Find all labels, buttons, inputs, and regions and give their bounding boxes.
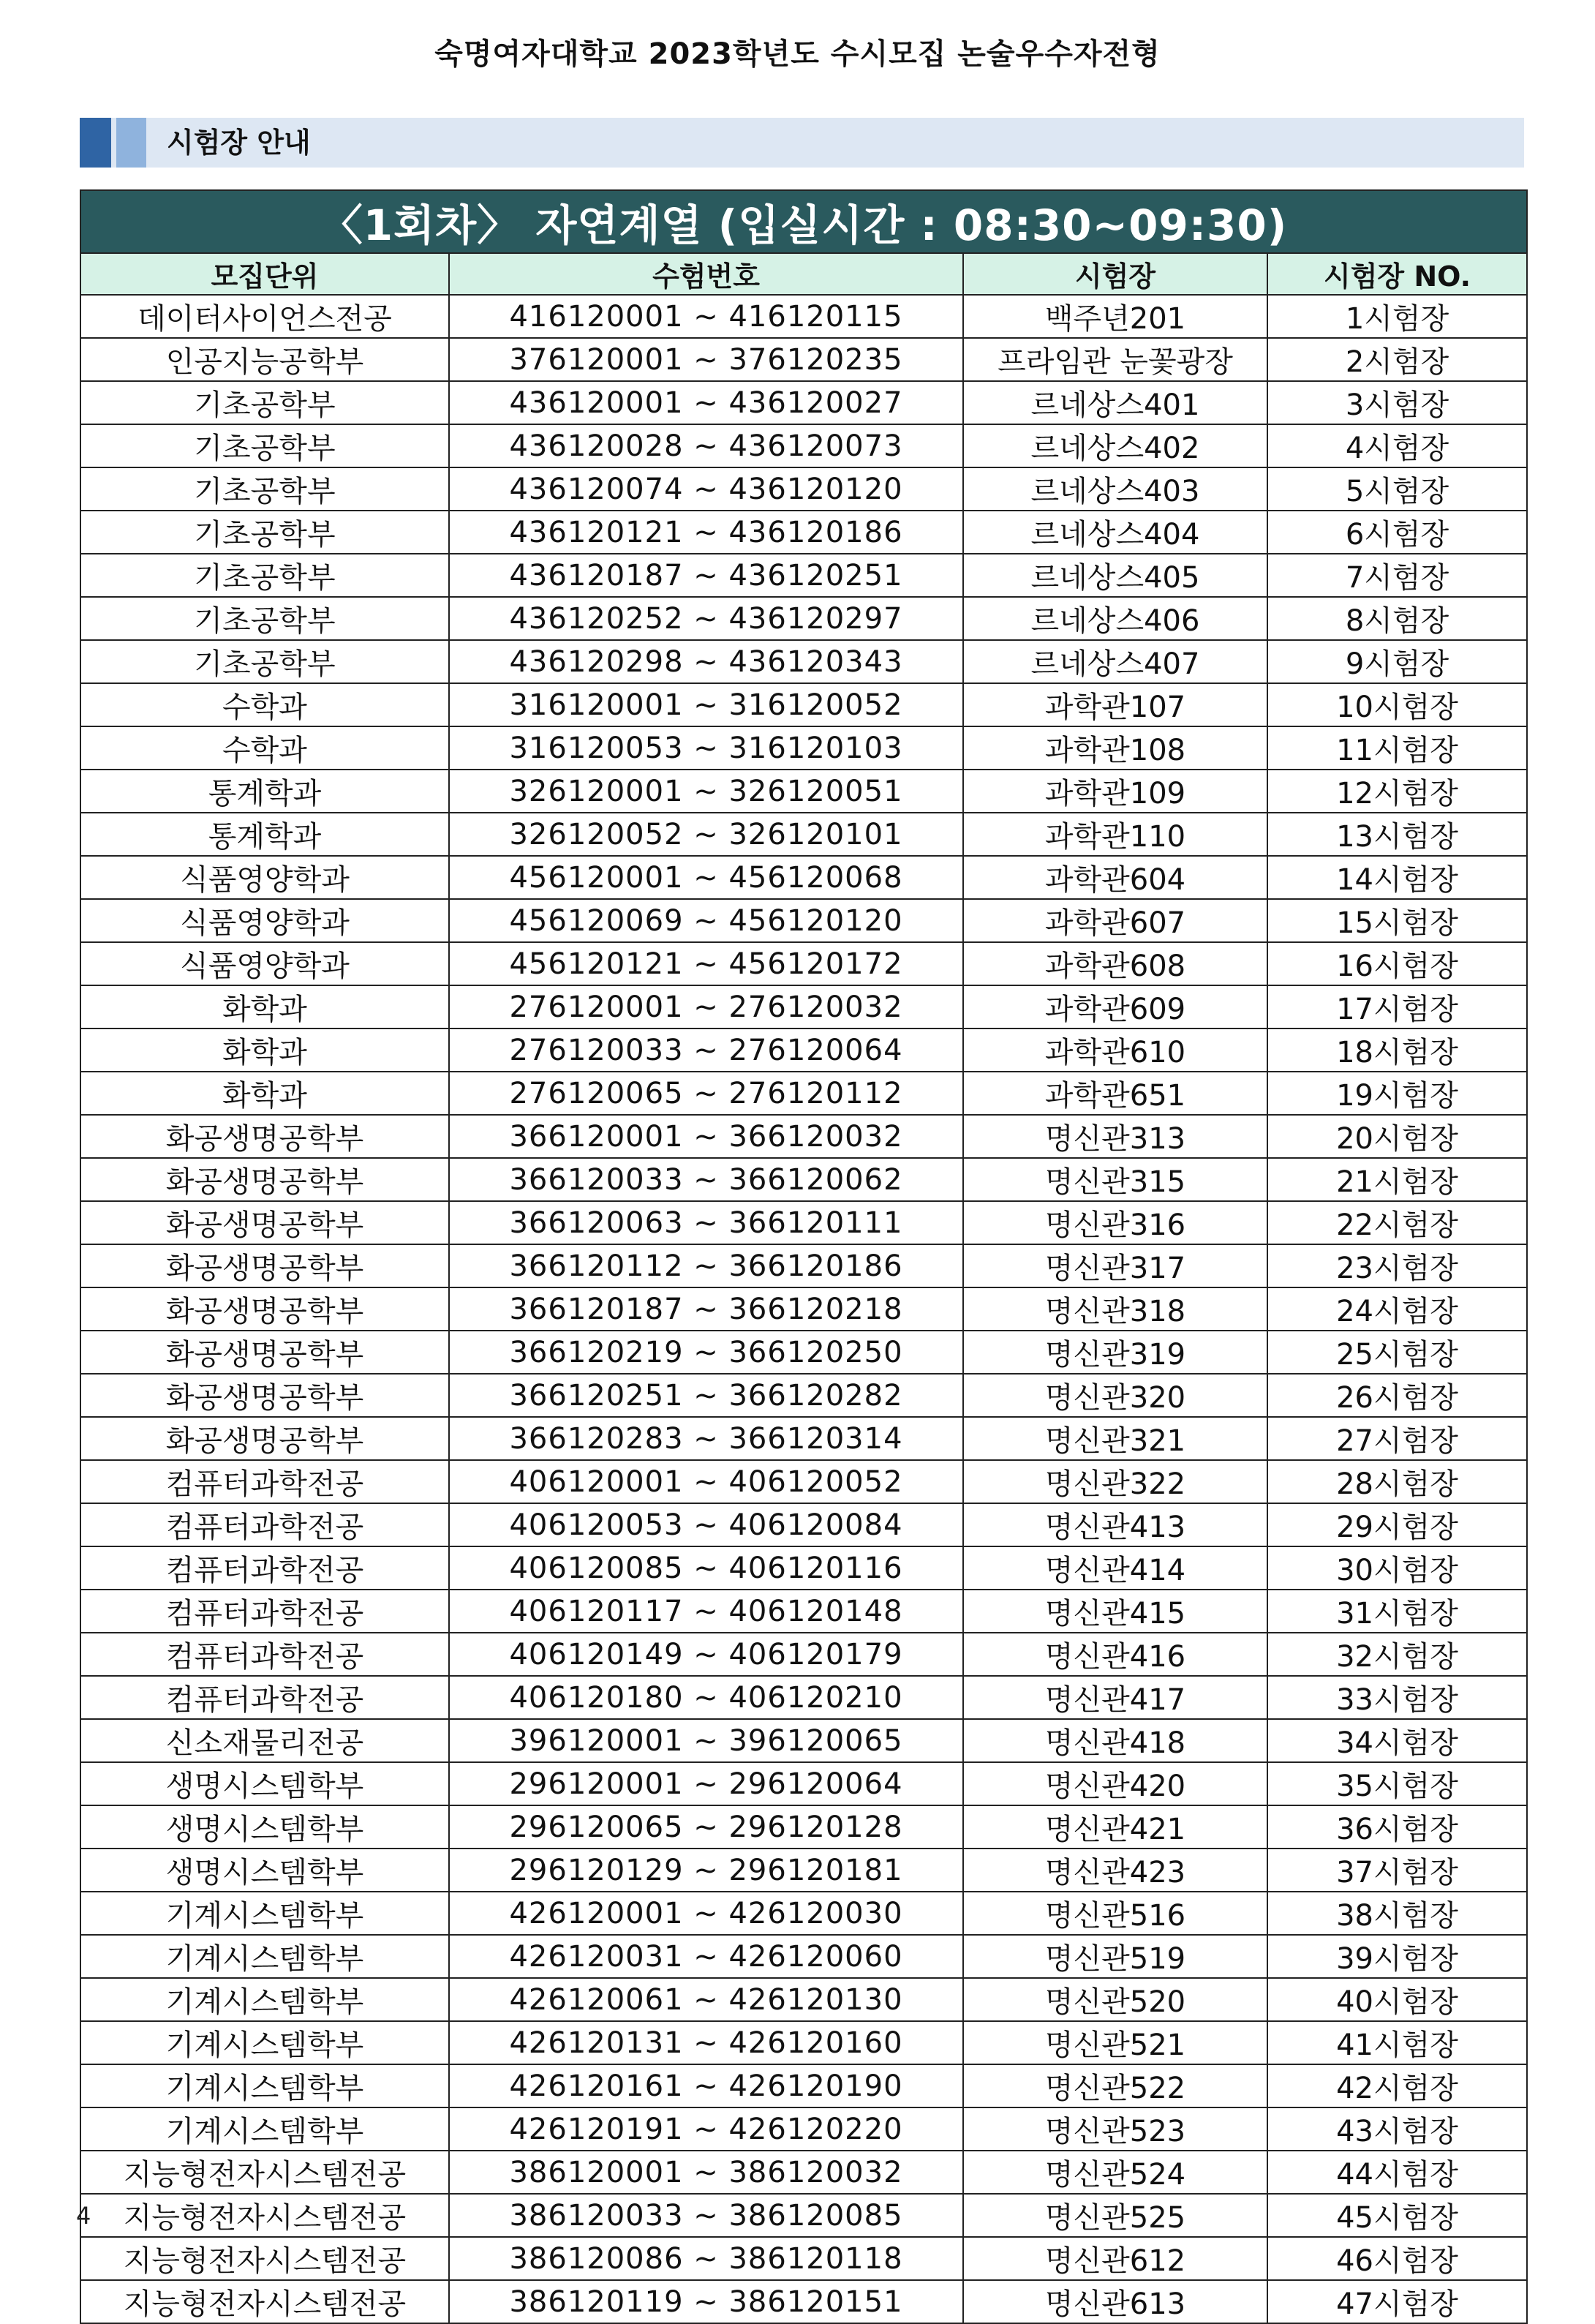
cell-room-number: 23시험장 <box>1267 1244 1527 1287</box>
table-row <box>80 813 1527 856</box>
cell-recruitment-unit: 수학과 <box>80 683 449 726</box>
cell-exam-number-range: 436120028 ~ 436120073 <box>449 424 963 467</box>
cell-room-number: 5시험장 <box>1267 467 1527 511</box>
cell-room-number: 15시험장 <box>1267 899 1527 942</box>
section-marker-light <box>116 118 146 168</box>
cell-exam-room: 르네상스402 <box>963 424 1267 467</box>
cell-exam-room: 르네상스401 <box>963 381 1267 424</box>
table-row <box>80 2194 1527 2237</box>
cell-recruitment-unit: 기초공학부 <box>80 381 449 424</box>
cell-room-number: 22시험장 <box>1267 1201 1527 1244</box>
cell-exam-room: 명신관522 <box>963 2064 1267 2107</box>
column-header-exam-room: 시험장 <box>963 253 1267 295</box>
cell-recruitment-unit: 기계시스템학부 <box>80 2064 449 2107</box>
cell-room-number: 30시험장 <box>1267 1546 1527 1590</box>
table-row <box>80 1460 1527 1503</box>
cell-exam-room: 과학관110 <box>963 813 1267 856</box>
table-row <box>80 2237 1527 2280</box>
table-row <box>80 295 1527 338</box>
cell-recruitment-unit: 지능형전자시스템전공 <box>80 2194 449 2237</box>
cell-exam-room: 명신관613 <box>963 2280 1267 2323</box>
cell-room-number: 25시험장 <box>1267 1331 1527 1374</box>
cell-exam-room: 르네상스407 <box>963 640 1267 683</box>
cell-exam-number-range: 436120074 ~ 436120120 <box>449 467 963 511</box>
cell-exam-room: 명신관317 <box>963 1244 1267 1287</box>
cell-recruitment-unit: 식품영양학과 <box>80 856 449 899</box>
section-marker-dark <box>80 118 111 168</box>
cell-exam-number-range: 406120149 ~ 406120179 <box>449 1633 963 1676</box>
cell-recruitment-unit: 기계시스템학부 <box>80 1978 449 2021</box>
cell-exam-number-range: 366120219 ~ 366120250 <box>449 1331 963 1374</box>
cell-recruitment-unit: 통계학과 <box>80 770 449 813</box>
cell-room-number: 28시험장 <box>1267 1460 1527 1503</box>
table-banner: 〈1회차〉 자연계열 (입실시간 : 08:30~09:30) <box>80 190 1527 253</box>
table-row <box>80 1546 1527 1590</box>
cell-recruitment-unit: 식품영양학과 <box>80 942 449 985</box>
cell-recruitment-unit: 화공생명공학부 <box>80 1244 449 1287</box>
cell-exam-room: 과학관607 <box>963 899 1267 942</box>
cell-exam-number-range: 276120001 ~ 276120032 <box>449 985 963 1028</box>
cell-exam-number-range: 296120065 ~ 296120128 <box>449 1805 963 1849</box>
cell-exam-number-range: 366120283 ~ 366120314 <box>449 1417 963 1460</box>
cell-room-number: 42시험장 <box>1267 2064 1527 2107</box>
cell-room-number: 21시험장 <box>1267 1158 1527 1201</box>
column-header-unit: 모집단위 <box>80 253 449 295</box>
cell-exam-room: 백주년201 <box>963 295 1267 338</box>
cell-room-number: 40시험장 <box>1267 1978 1527 2021</box>
cell-exam-number-range: 316120001 ~ 316120052 <box>449 683 963 726</box>
cell-exam-room: 명신관420 <box>963 1762 1267 1805</box>
cell-recruitment-unit: 컴퓨터과학전공 <box>80 1546 449 1590</box>
cell-exam-number-range: 276120033 ~ 276120064 <box>449 1028 963 1072</box>
table-row <box>80 1849 1527 1892</box>
cell-exam-number-range: 436120252 ~ 436120297 <box>449 597 963 640</box>
cell-room-number: 1시험장 <box>1267 295 1527 338</box>
cell-exam-number-range: 406120085 ~ 406120116 <box>449 1546 963 1590</box>
table-row <box>80 424 1527 467</box>
cell-exam-room: 명신관525 <box>963 2194 1267 2237</box>
cell-exam-room: 명신관321 <box>963 1417 1267 1460</box>
cell-room-number: 24시험장 <box>1267 1287 1527 1331</box>
cell-recruitment-unit: 화공생명공학부 <box>80 1287 449 1331</box>
cell-room-number: 16시험장 <box>1267 942 1527 985</box>
cell-exam-number-range: 456120001 ~ 456120068 <box>449 856 963 899</box>
cell-recruitment-unit: 화공생명공학부 <box>80 1331 449 1374</box>
cell-exam-room: 명신관318 <box>963 1287 1267 1331</box>
exam-room-table <box>80 189 1528 2324</box>
cell-exam-number-range: 396120001 ~ 396120065 <box>449 1719 963 1762</box>
cell-exam-room: 과학관610 <box>963 1028 1267 1072</box>
table-row <box>80 1978 1527 2021</box>
cell-room-number: 12시험장 <box>1267 770 1527 813</box>
document-title: 숙명여자대학교 2023학년도 수시모집 논술우수자전형 <box>434 37 1161 71</box>
cell-exam-room: 르네상스406 <box>963 597 1267 640</box>
cell-room-number: 38시험장 <box>1267 1892 1527 1935</box>
table-row <box>80 1719 1527 1762</box>
cell-exam-number-range: 366120033 ~ 366120062 <box>449 1158 963 1201</box>
table-row <box>80 1072 1527 1115</box>
cell-recruitment-unit: 컴퓨터과학전공 <box>80 1633 449 1676</box>
cell-exam-number-range: 366120001 ~ 366120032 <box>449 1115 963 1158</box>
cell-recruitment-unit: 화학과 <box>80 1028 449 1072</box>
cell-recruitment-unit: 화학과 <box>80 1072 449 1115</box>
cell-room-number: 36시험장 <box>1267 1805 1527 1849</box>
cell-recruitment-unit: 화공생명공학부 <box>80 1201 449 1244</box>
cell-room-number: 20시험장 <box>1267 1115 1527 1158</box>
cell-exam-room: 명신관320 <box>963 1374 1267 1417</box>
cell-exam-number-range: 386120119 ~ 386120151 <box>449 2280 963 2323</box>
cell-recruitment-unit: 인공지능공학부 <box>80 338 449 381</box>
cell-exam-number-range: 366120063 ~ 366120111 <box>449 1201 963 1244</box>
section-header <box>80 118 1524 168</box>
table-row <box>80 770 1527 813</box>
cell-recruitment-unit: 생명시스템학부 <box>80 1849 449 1892</box>
column-header-room-no: 시험장 NO. <box>1267 253 1527 295</box>
table-row <box>80 2280 1527 2323</box>
cell-exam-room: 명신관418 <box>963 1719 1267 1762</box>
cell-room-number: 41시험장 <box>1267 2021 1527 2064</box>
cell-exam-room: 명신관415 <box>963 1590 1267 1633</box>
cell-recruitment-unit: 기초공학부 <box>80 554 449 597</box>
cell-exam-number-range: 296120129 ~ 296120181 <box>449 1849 963 1892</box>
table-row <box>80 1374 1527 1417</box>
cell-room-number: 9시험장 <box>1267 640 1527 683</box>
table-row <box>80 1805 1527 1849</box>
table-row <box>80 2021 1527 2064</box>
cell-exam-room: 과학관108 <box>963 726 1267 770</box>
cell-recruitment-unit: 수학과 <box>80 726 449 770</box>
cell-exam-room: 과학관608 <box>963 942 1267 985</box>
cell-room-number: 17시험장 <box>1267 985 1527 1028</box>
table-row <box>80 683 1527 726</box>
table-row <box>80 1287 1527 1331</box>
cell-exam-room: 명신관315 <box>963 1158 1267 1201</box>
cell-exam-room: 과학관651 <box>963 1072 1267 1115</box>
cell-exam-number-range: 406120117 ~ 406120148 <box>449 1590 963 1633</box>
cell-recruitment-unit: 컴퓨터과학전공 <box>80 1676 449 1719</box>
column-header-exam-number: 수험번호 <box>449 253 963 295</box>
cell-recruitment-unit: 지능형전자시스템전공 <box>80 2151 449 2194</box>
cell-exam-number-range: 386120001 ~ 386120032 <box>449 2151 963 2194</box>
cell-exam-number-range: 326120052 ~ 326120101 <box>449 813 963 856</box>
table-row <box>80 338 1527 381</box>
cell-recruitment-unit: 기계시스템학부 <box>80 2021 449 2064</box>
cell-room-number: 14시험장 <box>1267 856 1527 899</box>
cell-room-number: 29시험장 <box>1267 1503 1527 1546</box>
cell-exam-room: 과학관609 <box>963 985 1267 1028</box>
cell-recruitment-unit: 통계학과 <box>80 813 449 856</box>
cell-room-number: 13시험장 <box>1267 813 1527 856</box>
cell-recruitment-unit: 화공생명공학부 <box>80 1115 449 1158</box>
cell-recruitment-unit: 기계시스템학부 <box>80 1935 449 1978</box>
cell-room-number: 3시험장 <box>1267 381 1527 424</box>
table-row <box>80 1417 1527 1460</box>
cell-recruitment-unit: 컴퓨터과학전공 <box>80 1503 449 1546</box>
cell-exam-number-range: 386120086 ~ 386120118 <box>449 2237 963 2280</box>
cell-exam-number-range: 436120187 ~ 436120251 <box>449 554 963 597</box>
cell-room-number: 45시험장 <box>1267 2194 1527 2237</box>
cell-room-number: 19시험장 <box>1267 1072 1527 1115</box>
table-row <box>80 2107 1527 2151</box>
cell-exam-room: 명신관416 <box>963 1633 1267 1676</box>
table-row <box>80 1762 1527 1805</box>
cell-exam-number-range: 426120131 ~ 426120160 <box>449 2021 963 2064</box>
cell-exam-room: 과학관109 <box>963 770 1267 813</box>
table-row <box>80 640 1527 683</box>
table-row <box>80 1935 1527 1978</box>
cell-recruitment-unit: 컴퓨터과학전공 <box>80 1460 449 1503</box>
cell-exam-number-range: 436120298 ~ 436120343 <box>449 640 963 683</box>
cell-exam-room: 명신관524 <box>963 2151 1267 2194</box>
cell-recruitment-unit: 식품영양학과 <box>80 899 449 942</box>
cell-exam-number-range: 326120001 ~ 326120051 <box>449 770 963 813</box>
cell-room-number: 43시험장 <box>1267 2107 1527 2151</box>
cell-exam-number-range: 366120187 ~ 366120218 <box>449 1287 963 1331</box>
cell-exam-room: 명신관421 <box>963 1805 1267 1849</box>
cell-recruitment-unit: 기초공학부 <box>80 467 449 511</box>
cell-room-number: 6시험장 <box>1267 511 1527 554</box>
cell-exam-room: 명신관414 <box>963 1546 1267 1590</box>
cell-exam-room: 르네상스405 <box>963 554 1267 597</box>
cell-room-number: 11시험장 <box>1267 726 1527 770</box>
cell-room-number: 31시험장 <box>1267 1590 1527 1633</box>
cell-recruitment-unit: 화공생명공학부 <box>80 1374 449 1417</box>
cell-room-number: 37시험장 <box>1267 1849 1527 1892</box>
cell-recruitment-unit: 기초공학부 <box>80 640 449 683</box>
table-row <box>80 1892 1527 1935</box>
table-row <box>80 1201 1527 1244</box>
cell-exam-room: 명신관523 <box>963 2107 1267 2151</box>
cell-recruitment-unit: 화학과 <box>80 985 449 1028</box>
cell-recruitment-unit: 기초공학부 <box>80 424 449 467</box>
cell-exam-number-range: 426120161 ~ 426120190 <box>449 2064 963 2107</box>
cell-exam-number-range: 316120053 ~ 316120103 <box>449 726 963 770</box>
cell-exam-room: 프라임관 눈꽃광장 <box>963 338 1267 381</box>
table-row <box>80 856 1527 899</box>
table-row <box>80 554 1527 597</box>
table-row <box>80 1244 1527 1287</box>
cell-recruitment-unit: 기계시스템학부 <box>80 1892 449 1935</box>
cell-room-number: 34시험장 <box>1267 1719 1527 1762</box>
cell-exam-room: 명신관319 <box>963 1331 1267 1374</box>
cell-recruitment-unit: 기초공학부 <box>80 511 449 554</box>
cell-exam-room: 명신관423 <box>963 1849 1267 1892</box>
table-row <box>80 467 1527 511</box>
cell-recruitment-unit: 컴퓨터과학전공 <box>80 1590 449 1633</box>
cell-recruitment-unit: 화공생명공학부 <box>80 1417 449 1460</box>
cell-exam-number-range: 426120191 ~ 426120220 <box>449 2107 963 2151</box>
cell-exam-number-range: 426120001 ~ 426120030 <box>449 1892 963 1935</box>
cell-recruitment-unit: 데이터사이언스전공 <box>80 295 449 338</box>
cell-exam-room: 명신관612 <box>963 2237 1267 2280</box>
table-row <box>80 942 1527 985</box>
cell-exam-room: 르네상스404 <box>963 511 1267 554</box>
cell-room-number: 47시험장 <box>1267 2280 1527 2323</box>
table-row <box>80 1158 1527 1201</box>
cell-exam-number-range: 406120053 ~ 406120084 <box>449 1503 963 1546</box>
table-row <box>80 1676 1527 1719</box>
cell-exam-number-range: 376120001 ~ 376120235 <box>449 338 963 381</box>
table-row <box>80 726 1527 770</box>
table-body <box>80 295 1527 2323</box>
cell-recruitment-unit: 기초공학부 <box>80 597 449 640</box>
cell-exam-number-range: 436120001 ~ 436120027 <box>449 381 963 424</box>
cell-recruitment-unit: 기계시스템학부 <box>80 2107 449 2151</box>
cell-recruitment-unit: 생명시스템학부 <box>80 1762 449 1805</box>
cell-exam-room: 명신관322 <box>963 1460 1267 1503</box>
cell-room-number: 46시험장 <box>1267 2237 1527 2280</box>
cell-exam-room: 과학관107 <box>963 683 1267 726</box>
cell-exam-room: 명신관313 <box>963 1115 1267 1158</box>
table-row <box>80 1503 1527 1546</box>
table-row <box>80 2151 1527 2194</box>
cell-exam-room: 명신관521 <box>963 2021 1267 2064</box>
table-row <box>80 899 1527 942</box>
cell-exam-room: 명신관413 <box>963 1503 1267 1546</box>
cell-exam-number-range: 456120121 ~ 456120172 <box>449 942 963 985</box>
table-row <box>80 1633 1527 1676</box>
table-row <box>80 597 1527 640</box>
table-row <box>80 1115 1527 1158</box>
cell-exam-number-range: 436120121 ~ 436120186 <box>449 511 963 554</box>
table-row <box>80 1028 1527 1072</box>
table-row <box>80 381 1527 424</box>
table-row <box>80 2064 1527 2107</box>
cell-room-number: 27시험장 <box>1267 1417 1527 1460</box>
cell-exam-room: 르네상스403 <box>963 467 1267 511</box>
cell-room-number: 8시험장 <box>1267 597 1527 640</box>
cell-room-number: 33시험장 <box>1267 1676 1527 1719</box>
cell-exam-room: 과학관604 <box>963 856 1267 899</box>
cell-exam-number-range: 426120031 ~ 426120060 <box>449 1935 963 1978</box>
table-row <box>80 1590 1527 1633</box>
cell-exam-number-range: 406120180 ~ 406120210 <box>449 1676 963 1719</box>
cell-room-number: 32시험장 <box>1267 1633 1527 1676</box>
cell-recruitment-unit: 지능형전자시스템전공 <box>80 2280 449 2323</box>
cell-exam-number-range: 366120251 ~ 366120282 <box>449 1374 963 1417</box>
cell-recruitment-unit: 신소재물리전공 <box>80 1719 449 1762</box>
cell-exam-number-range: 416120001 ~ 416120115 <box>449 295 963 338</box>
cell-recruitment-unit: 지능형전자시스템전공 <box>80 2237 449 2280</box>
table-row <box>80 511 1527 554</box>
cell-room-number: 18시험장 <box>1267 1028 1527 1072</box>
cell-exam-number-range: 296120001 ~ 296120064 <box>449 1762 963 1805</box>
cell-room-number: 4시험장 <box>1267 424 1527 467</box>
cell-exam-number-range: 426120061 ~ 426120130 <box>449 1978 963 2021</box>
cell-exam-number-range: 276120065 ~ 276120112 <box>449 1072 963 1115</box>
cell-exam-room: 명신관516 <box>963 1892 1267 1935</box>
cell-exam-room: 명신관316 <box>963 1201 1267 1244</box>
cell-exam-room: 명신관519 <box>963 1935 1267 1978</box>
cell-recruitment-unit: 화공생명공학부 <box>80 1158 449 1201</box>
cell-exam-number-range: 386120033 ~ 386120085 <box>449 2194 963 2237</box>
cell-exam-number-range: 406120001 ~ 406120052 <box>449 1460 963 1503</box>
cell-room-number: 2시험장 <box>1267 338 1527 381</box>
cell-room-number: 7시험장 <box>1267 554 1527 597</box>
page-number: 4 <box>76 2202 91 2230</box>
cell-exam-number-range: 456120069 ~ 456120120 <box>449 899 963 942</box>
table-row <box>80 985 1527 1028</box>
table-row <box>80 1331 1527 1374</box>
cell-room-number: 35시험장 <box>1267 1762 1527 1805</box>
cell-room-number: 39시험장 <box>1267 1935 1527 1978</box>
cell-exam-number-range: 366120112 ~ 366120186 <box>449 1244 963 1287</box>
cell-room-number: 44시험장 <box>1267 2151 1527 2194</box>
cell-room-number: 10시험장 <box>1267 683 1527 726</box>
cell-room-number: 26시험장 <box>1267 1374 1527 1417</box>
cell-recruitment-unit: 생명시스템학부 <box>80 1805 449 1849</box>
cell-exam-room: 명신관417 <box>963 1676 1267 1719</box>
cell-exam-room: 명신관520 <box>963 1978 1267 2021</box>
section-title: 시험장 안내 <box>167 127 311 159</box>
